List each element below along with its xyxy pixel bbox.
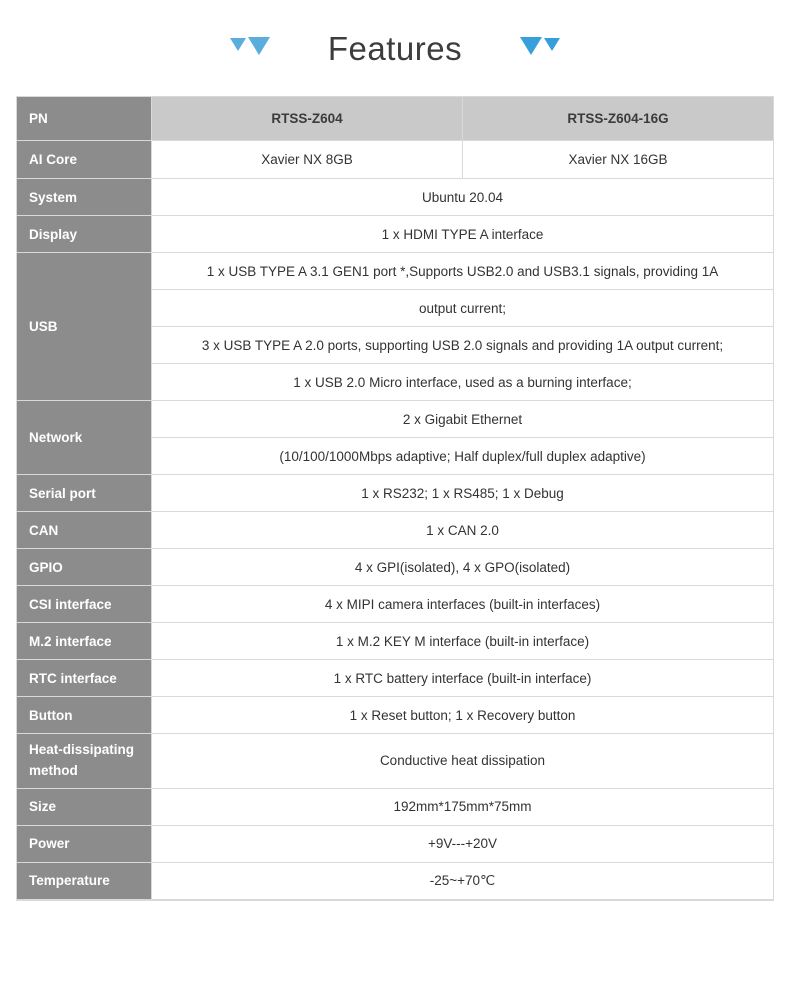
cell-pn-col2: RTSS-Z604-16G	[463, 97, 774, 141]
row-label-display: Display	[17, 216, 152, 253]
cell-usb-line1: 1 x USB TYPE A 3.1 GEN1 port *,Supports USB2.0 and USB3.1 signals, providing 1A	[152, 253, 774, 290]
row-label-m2-interface: M.2 interface	[17, 623, 152, 660]
cell-temperature: -25~+70℃	[152, 862, 774, 899]
table-row	[17, 623, 774, 660]
cell-system: Ubuntu 20.04	[152, 179, 774, 216]
triangle-icon	[520, 37, 542, 55]
cell-can: 1 x CAN 2.0	[152, 512, 774, 549]
table-row	[17, 586, 774, 623]
cell-ai-core-col1: Xavier NX 8GB	[152, 141, 463, 179]
table-row	[17, 97, 774, 141]
cell-button: 1 x Reset button; 1 x Recovery button	[152, 697, 774, 734]
row-label-pn: PN	[17, 97, 152, 141]
triangle-decoration-left	[230, 37, 270, 55]
cell-rtc-interface: 1 x RTC battery interface (built-in interface)	[152, 660, 774, 697]
row-label-system: System	[17, 179, 152, 216]
cell-gpio: 4 x GPI(isolated), 4 x GPO(isolated)	[152, 549, 774, 586]
row-label-power: Power	[17, 825, 152, 862]
row-label-button: Button	[17, 697, 152, 734]
row-label-gpio: GPIO	[17, 549, 152, 586]
cell-serial-port: 1 x RS232; 1 x RS485; 1 x Debug	[152, 475, 774, 512]
cell-network-line2: (10/100/1000Mbps adaptive; Half duplex/full duplex adaptive)	[152, 438, 774, 475]
cell-csi-interface: 4 x MIPI camera interfaces (built-in interfaces)	[152, 586, 774, 623]
table-row	[17, 475, 774, 512]
triangle-decoration-right	[520, 37, 560, 55]
cell-m2-interface: 1 x M.2 KEY M interface (built-in interface)	[152, 623, 774, 660]
cell-pn-col1: RTSS-Z604	[152, 97, 463, 141]
cell-usb-line4: 1 x USB 2.0 Micro interface, used as a burning interface;	[152, 364, 774, 401]
specs-table-wrapper	[16, 96, 774, 901]
cell-display: 1 x HDMI TYPE A interface	[152, 216, 774, 253]
page-title: Features	[327, 29, 463, 67]
row-label-can: CAN	[17, 512, 152, 549]
cell-ai-core-col2: Xavier NX 16GB	[463, 141, 774, 179]
row-label-csi-interface: CSI interface	[17, 586, 152, 623]
table-row	[17, 512, 774, 549]
table-row	[17, 253, 774, 290]
row-label-ai-core: AI Core	[17, 141, 152, 179]
cell-power: +9V---+20V	[152, 825, 774, 862]
table-row	[17, 825, 774, 862]
table-row	[17, 179, 774, 216]
specs-table	[16, 96, 774, 900]
row-label-usb: USB	[17, 253, 152, 401]
table-row	[17, 549, 774, 586]
table-row	[17, 788, 774, 825]
row-label-network: Network	[17, 401, 152, 475]
cell-heat-dissipating-method: Conductive heat dissipation	[152, 734, 774, 789]
table-row	[17, 734, 774, 789]
table-row	[17, 141, 774, 179]
triangle-icon	[248, 37, 270, 55]
table-row	[17, 862, 774, 899]
cell-network-line1: 2 x Gigabit Ethernet	[152, 401, 774, 438]
cell-usb-line3: 3 x USB TYPE A 2.0 ports, supporting USB 2.0 signals and providing 1A output current;	[152, 327, 774, 364]
triangle-icon	[544, 38, 560, 51]
row-label-heat-dissipating-method: Heat-dissipating method	[17, 734, 152, 789]
row-label-size: Size	[17, 788, 152, 825]
table-row	[17, 401, 774, 438]
table-row	[17, 216, 774, 253]
table-row	[17, 697, 774, 734]
row-label-serial-port: Serial port	[17, 475, 152, 512]
row-label-temperature: Temperature	[17, 862, 152, 899]
cell-size: 192mm*175mm*75mm	[152, 788, 774, 825]
table-row	[17, 660, 774, 697]
cell-usb-line2: output current;	[152, 290, 774, 327]
triangle-icon	[230, 38, 246, 51]
page-header	[0, 0, 790, 96]
row-label-rtc-interface: RTC interface	[17, 660, 152, 697]
